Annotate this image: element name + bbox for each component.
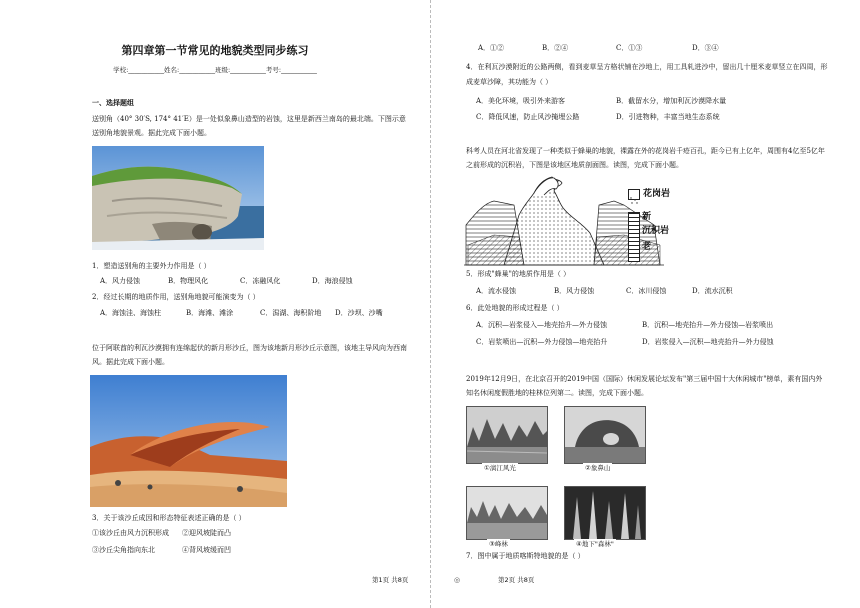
- right-page: [430, 0, 860, 608]
- q3-option-a[interactable]: A．①②: [478, 44, 505, 52]
- section-heading: 一、选择题组: [92, 99, 134, 107]
- q3-option-c[interactable]: C．①③: [616, 44, 643, 52]
- question-6: 6．此处地貌的形成过程是（ ）: [466, 304, 564, 312]
- q6-option-c[interactable]: C．岩浆喷出—沉积—外力侵蚀—地壳抬升: [476, 338, 608, 346]
- q4-option-b[interactable]: B．截留水分，增加利瓦沙漠降水量: [616, 97, 727, 105]
- legend-granite-swatch: [628, 189, 640, 200]
- legend-sedimentary-label: 沉积岩: [642, 226, 670, 236]
- q3-item-4: ④背风坡缓而凹: [182, 546, 231, 554]
- q1-option-b[interactable]: B．物理风化: [168, 277, 209, 285]
- passage-1: 送别角（40° 30′S, 174° 41′E）是一处似象鼻山造型的岩蚀，这里是新西兰南岛的最北端。下图示意送别角地貌景观。据此完成下面小题。: [92, 115, 406, 137]
- question-2: 2．经过长期的地质作用，送别角地貌可能演变为（ ）: [92, 293, 260, 301]
- q2-option-b[interactable]: B．海滩、滩涂: [186, 309, 234, 317]
- q1-option-c[interactable]: C．冻融风化: [240, 277, 281, 285]
- question-3: 3．关于该沙丘成因和形态特征表述正确的是（ ）: [92, 514, 246, 522]
- q4-option-a[interactable]: A．美化环境，吸引外来游客: [476, 97, 566, 105]
- photo-underground-forest: [564, 486, 646, 540]
- passage-3: 科考人员在河北省发现了一种类似于蜂巢的地貌，裸露在外的花岗岩千疮百孔，距今已有上亿年，周围有4亿至5亿年之前形成的沉积岩，下图是该地区地质剖面图。读图，完成下面小题。: [466, 147, 825, 169]
- left-page-number: 第1页 共8页: [372, 576, 409, 584]
- q4-option-d[interactable]: D．引进物种，丰富当地生态系统: [616, 113, 720, 121]
- student-info-line: 学校:___________姓名:___________班级:___________考号:___________: [113, 66, 317, 74]
- legend-granite-label: 花岗岩: [643, 189, 671, 199]
- photo-caption-1: ①漓江风光: [484, 464, 516, 472]
- q4-option-c[interactable]: C．降低风速，防止风沙掩埋公路: [476, 113, 580, 121]
- question-5: 5．形成"蜂巢"的地质作用是（ ）: [466, 270, 571, 278]
- q3-item-3: ③沙丘尖角指向东北: [92, 546, 155, 554]
- passage-2: 位于阿联酋的利瓦沙漠拥有连绵起伏的新月形沙丘，图为该地新月形沙丘示意图，该地主导风向为西南风。据此完成下面小题。: [92, 344, 407, 366]
- q2-option-c[interactable]: C．潟湖、海积阶地: [260, 309, 322, 317]
- q5-option-b[interactable]: B．风力侵蚀: [554, 287, 595, 295]
- sea-cliff-photo: [92, 146, 264, 250]
- q6-option-d[interactable]: D．岩浆侵入—沉积—地壳抬升—外力侵蚀: [642, 338, 774, 346]
- q3-option-d[interactable]: D．③④: [692, 44, 719, 52]
- q3-item-1: ①该沙丘由风力沉积形成: [92, 529, 169, 537]
- passage-4: 2019年12月9日，在北京召开的2019中国（国际）休闲发展论坛发布"第三届中国十大休闲城市"榜单，素有国内外知名休闲度假胜地的桂林位列第二。读图，完成下面小题。: [466, 375, 823, 397]
- q2-option-d[interactable]: D．沙坝、沙嘴: [335, 309, 383, 317]
- page-title: 第四章第一节常见的地貌类型同步练习: [121, 44, 309, 57]
- photo-elephant-trunk-hill: [564, 406, 646, 464]
- q3-item-2: ②迎风坡陡而凸: [182, 529, 231, 537]
- question-1: 1．塑造送别角的主要外力作用是（ ）: [92, 262, 211, 270]
- question-4: 4．在利瓦沙漠附近的公路两侧，看到麦草呈方格状铺在沙地上，用工具轧进沙中，留出几十厘米麦草竖立在四周，形成麦草沙障，其功能为（ ）: [466, 63, 828, 86]
- q1-option-a[interactable]: A．风力侵蚀: [100, 277, 141, 285]
- binding-mark: ◎: [454, 576, 461, 584]
- photo-peak-forest: [466, 486, 548, 540]
- q6-option-a[interactable]: A．沉积—岩浆侵入—地壳抬升—外力侵蚀: [476, 321, 608, 329]
- photo-caption-3: ③峰林: [489, 540, 508, 548]
- photo-lijiang-scenery: [466, 406, 548, 464]
- q5-option-d[interactable]: D．流水沉积: [692, 287, 733, 295]
- legend-old-label: 老: [642, 242, 652, 252]
- q1-option-d[interactable]: D．海浪侵蚀: [312, 277, 353, 285]
- q3-option-b[interactable]: B．②④: [542, 44, 569, 52]
- legend-new-label: 新: [642, 212, 652, 222]
- photo-caption-2: ②象鼻山: [585, 464, 611, 472]
- legend-sediment-swatch: [628, 212, 640, 262]
- photo-caption-4: ④地下"森林": [576, 540, 614, 548]
- question-7: 7．图中属于地质喀斯特地貌的是（ ）: [466, 552, 585, 560]
- sand-dune-photo: [90, 375, 287, 507]
- q2-option-a[interactable]: A．海蚀洼、海蚀柱: [100, 309, 162, 317]
- right-page-number: 第2页 共8页: [498, 576, 535, 584]
- q5-option-c[interactable]: C．冰川侵蚀: [626, 287, 667, 295]
- q5-option-a[interactable]: A．流水侵蚀: [476, 287, 517, 295]
- q6-option-b[interactable]: B．沉积—地壳抬升—外力侵蚀—岩浆喷出: [642, 321, 774, 329]
